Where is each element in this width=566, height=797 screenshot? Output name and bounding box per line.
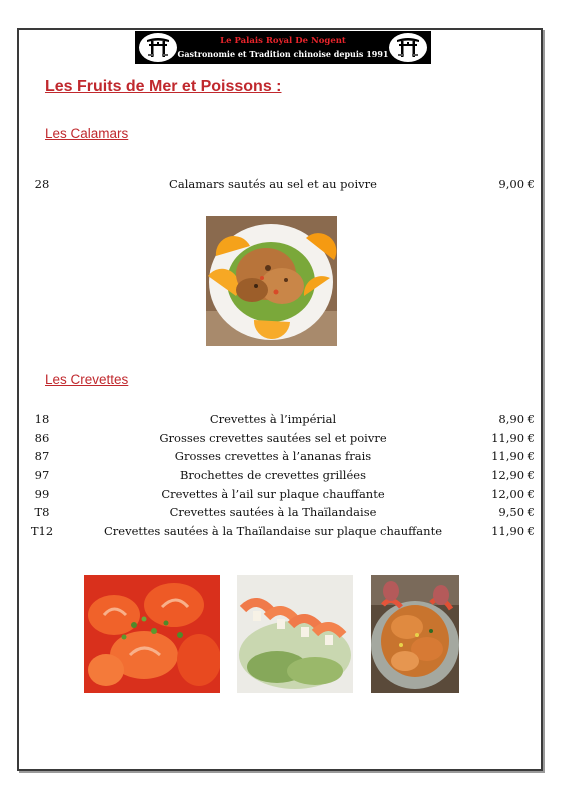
- item-price: 9,50 €: [498, 505, 535, 519]
- page-title: Les Fruits de Mer et Poissons :: [45, 78, 282, 95]
- menu-item-row: [0, 487, 566, 503]
- menu-item-row: [0, 505, 566, 521]
- menu-item-row: [0, 177, 566, 193]
- item-price: 8,90 €: [498, 412, 535, 426]
- item-name: Crevettes sautées à la Thaïlandaise sur plaque chauffante: [103, 524, 443, 538]
- shrimp-sauce-photo: [84, 575, 220, 693]
- item-number: T8: [34, 505, 50, 519]
- crevettes-heading: Les Crevettes: [45, 372, 129, 387]
- item-price: 11,90 €: [491, 449, 535, 463]
- item-name: Crevettes à l’ail sur plaque chauffante: [161, 487, 385, 501]
- item-number: 18: [34, 412, 50, 426]
- item-name: Grosses crevettes sautées sel et poivre: [159, 431, 387, 445]
- item-price: 12,90 €: [491, 468, 535, 482]
- menu-item-row: [0, 468, 566, 484]
- shrimp-skewers-photo: [237, 575, 353, 693]
- calamari-photo: [206, 216, 337, 346]
- item-price: 11,90 €: [491, 524, 535, 538]
- item-name: Calamars sautés au sel et au poivre: [169, 177, 377, 191]
- item-number: 87: [34, 449, 50, 463]
- restaurant-banner: [135, 31, 431, 64]
- calamars-heading: Les Calamars: [45, 126, 129, 141]
- item-number: 99: [34, 487, 50, 501]
- restaurant-tagline: Gastronomie et Tradition chinoise depuis 1991: [177, 49, 389, 59]
- item-number: 86: [34, 431, 50, 445]
- item-name: Grosses crevettes à l’ananas frais: [174, 449, 372, 463]
- item-name: Crevettes sautées à la Thaïlandaise: [169, 505, 377, 519]
- item-number: 28: [34, 177, 50, 191]
- menu-item-row: [0, 449, 566, 465]
- torii-gate-icon: [389, 33, 427, 62]
- item-name: Brochettes de crevettes grillées: [179, 468, 366, 482]
- shrimp-thai-photo: [371, 575, 459, 693]
- item-price: 9,00 €: [498, 177, 535, 191]
- menu-item-row: [0, 412, 566, 428]
- menu-item-row: [0, 524, 566, 540]
- item-price: 11,90 €: [491, 431, 535, 445]
- menu-item-row: [0, 431, 566, 447]
- item-price: 12,00 €: [491, 487, 535, 501]
- item-number: T12: [30, 524, 54, 538]
- restaurant-name: Le Palais Royal De Nogent: [220, 36, 346, 46]
- item-name: Crevettes à l’impérial: [209, 412, 337, 426]
- item-number: 97: [34, 468, 50, 482]
